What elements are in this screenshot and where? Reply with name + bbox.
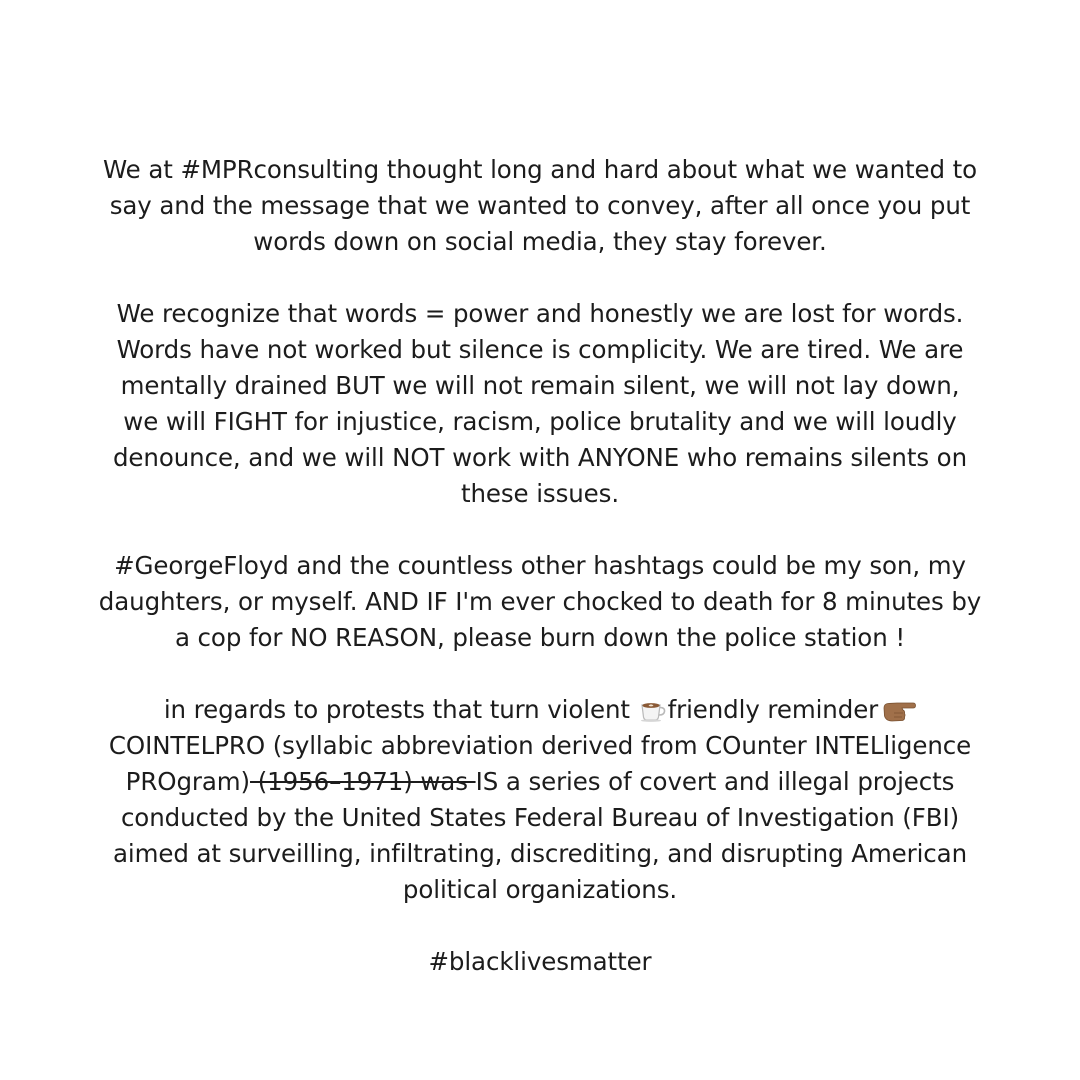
struck-dates-text: (1956–1971) was	[250, 767, 476, 796]
blacklivesmatter-hashtag: #blacklivesmatter	[428, 947, 652, 976]
text-line	[70, 764, 1010, 800]
reminder-text: friendly reminder	[667, 695, 879, 724]
protests-text: in regards to protests that turn violent	[163, 695, 638, 724]
text-line: mentally drained BUT we will not remain silent, we will not lay down,	[120, 371, 960, 400]
text-line: COINTELPRO (syllabic abbreviation derived from COunter INTELligence	[108, 731, 972, 760]
covert-projects-text: IS a series of covert and illegal projects	[475, 767, 955, 796]
paragraph-spacer	[70, 512, 1010, 548]
text-line: say and the message that we wanted to convey, after all once you put	[109, 191, 971, 220]
paragraph-spacer	[70, 260, 1010, 296]
backhand-index-pointing-right-icon	[882, 697, 916, 723]
text-line: We at #MPRconsulting thought long and hard about what we wanted to	[102, 155, 978, 184]
program-text: PROgram)	[125, 767, 251, 796]
text-line: a cop for NO REASON, please burn down the police station !	[174, 623, 906, 652]
text-line: #GeorgeFloyd and the countless other hashtags could be my son, my	[114, 551, 966, 580]
text-line: these issues.	[460, 479, 620, 508]
text-line: Words have not worked but silence is complicity. We are tired. We are	[116, 335, 964, 364]
text-line: We recognize that words = power and honestly we are lost for words.	[116, 299, 964, 328]
text-line: daughters, or myself. AND IF I'm ever chocked to death for 8 minutes by	[98, 587, 982, 616]
text-line	[70, 692, 1010, 728]
text-line: we will FIGHT for injustice, racism, police brutality and we will loudly	[123, 407, 957, 436]
hot-beverage-icon	[639, 696, 667, 722]
words-power-paragraph	[70, 296, 1010, 512]
paragraph-spacer	[70, 908, 1010, 944]
hashtag-paragraph	[70, 944, 1010, 980]
intro-paragraph	[70, 152, 1010, 260]
text-line: aimed at surveilling, infiltrating, discrediting, and disrupting American	[112, 839, 968, 868]
text-line: words down on social media, they stay forever.	[253, 227, 827, 256]
paragraph-spacer	[70, 656, 1010, 692]
statement-text-block	[70, 152, 1010, 980]
cointelpro-paragraph	[70, 692, 1010, 908]
text-line: conducted by the United States Federal Bureau of Investigation (FBI)	[120, 803, 960, 832]
text-line: denounce, and we will NOT work with ANYONE who remains silents on	[112, 443, 967, 472]
text-line: political organizations.	[402, 875, 678, 904]
george-floyd-paragraph	[70, 548, 1010, 656]
